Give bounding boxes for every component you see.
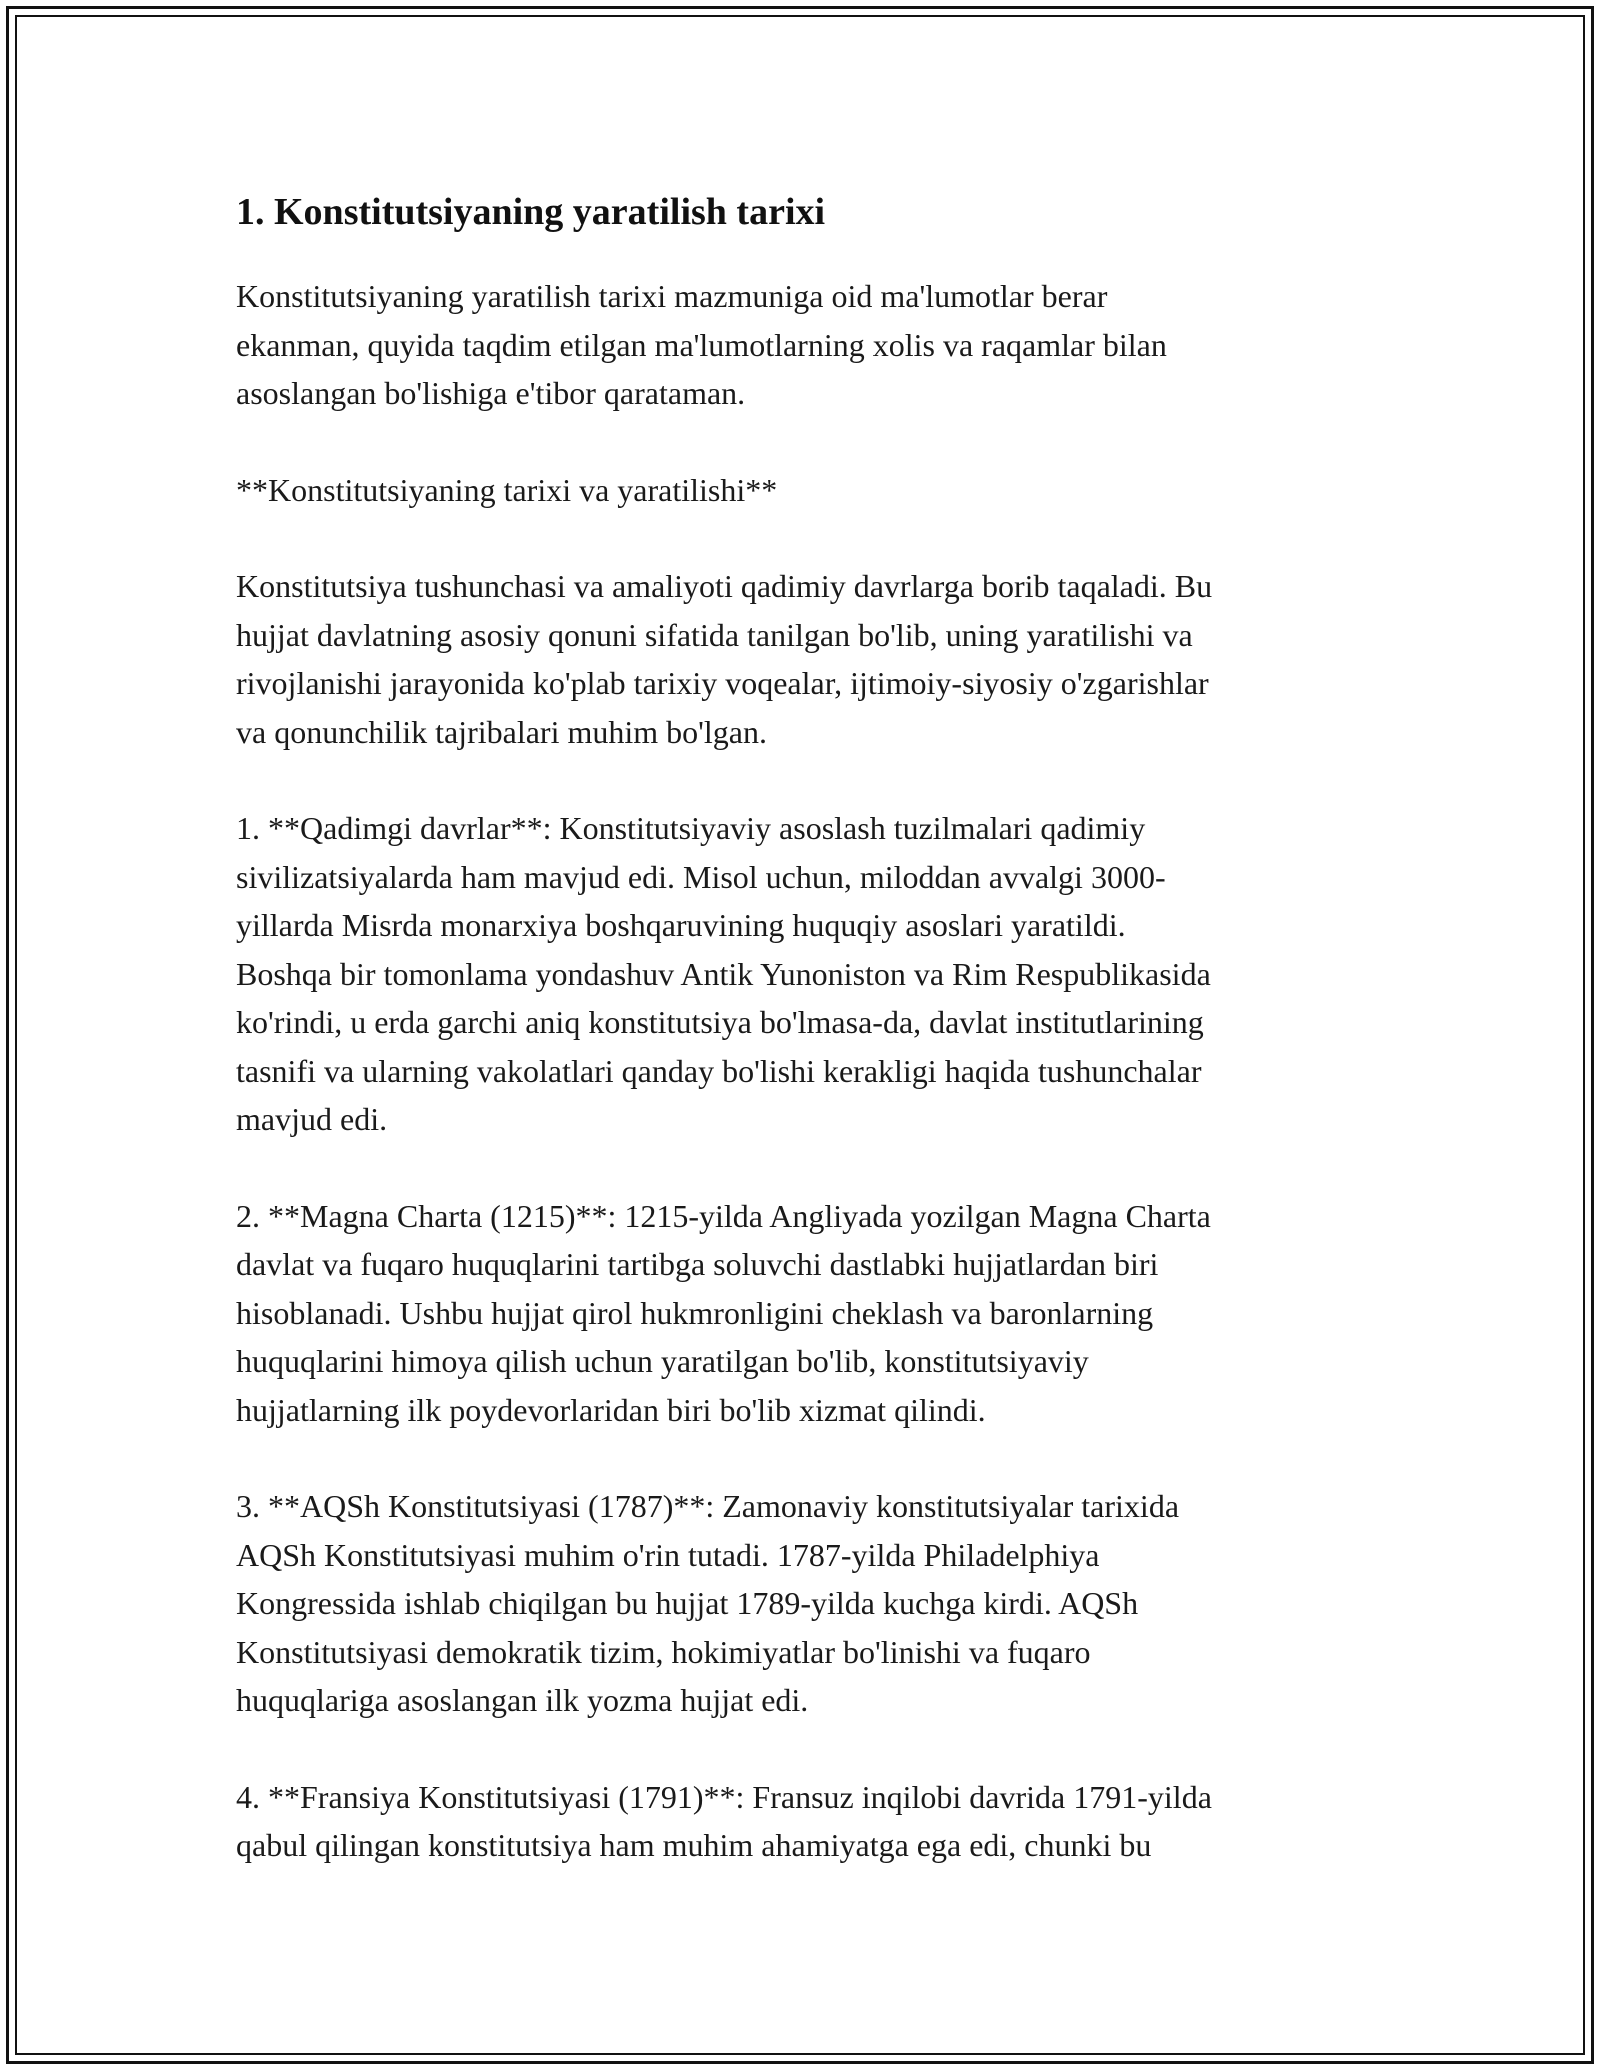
list-item-usa-constitution: 3. **AQSh Konstitutsiyasi (1787)**: Zamonaviy konstitutsiyalar tarixida AQSh Konstitutsiyasi muhim o'rin tutadi. 1787-yilda Philadelphiya Kongressida ishlab chiqilgan bu hujjat 1789-yilda kuchga kirdi. AQSh Konstitutsiyasi demokratik tizim, hokimiyatlar bo'linishi va fuqaro huquqlariga asoslangan ilk yozma hujjat edi. (236, 1488, 1180, 1718)
document-body (236, 186, 1386, 1918)
list-item-ancient-times: 1. **Qadimgi davrlar**: Konstitutsiyaviy asoslash tuzilmalari qadimiy sivilizatsiyalarda ham mavjud edi. Misol uchun, miloddan avvalgi 3000- yillarda Misrda monarxiya boshqaruvining huquqiy asoslari yaratildi. Boshqa bir tomonlama yondashuv Antik Yunoniston va Rim Respublikasida ko'rindi, u erda garchi aniq konstitutsiya bo'lmasa-da, davlat institutlarining tasnifi va ularning vakolatlari qanday bo'lishi kerakligi haqida tushunchalar mavjud edi. (236, 810, 1211, 1137)
overview-paragraph: Konstitutsiya tushunchasi va amaliyoti qadimiy davrlarga borib taqaladi. Bu hujjat davlatning asosiy qonuni sifatida tanilgan bo'lib, uning yaratilishi va rivojlanishi jarayonida ko'plab tarixiy voqealar, ijtimoiy-siyosiy o'zgarishlar va qonunchilik tajribalari muhim bo'lgan. (236, 568, 1213, 750)
intro-paragraph: Konstitutsiyaning yaratilish tarixi mazmuniga oid ma'lumotlar berar ekanman, quyida taqdim etilgan ma'lumotlarning xolis va raqamlar bilan asoslangan bo'lishiga e'tibor qarataman. (236, 278, 1167, 411)
list-item-magna-charta: 2. **Magna Charta (1215)**: 1215-yilda Angliyada yozilgan Magna Charta davlat va fuqaro huquqlarini tartibga soluvchi dastlabki hujjatlardan biri hisoblanadi. Ushbu hujjat qirol hukmronligini cheklash va baronlarning huquqlarini himoya qilish uchun yaratilgan bo'lib, konstitutsiyaviy hujjatlarning ilk poydevorlaridan biri bo'lib xizmat qilindi. (236, 1197, 1211, 1428)
list-item-france-constitution: 4. **Fransiya Konstitutsiyasi (1791)**: Fransuz inqilobi davrida 1791-yilda qabul qilingan konstitutsiya ham muhim ahamiyatga ega edi, chunki bu (236, 1778, 1212, 1863)
section-subheading: **Konstitutsiyaning tarixi va yaratilishi** (236, 471, 778, 508)
document-title: 1. Konstitutsiyaning yaratilish tarixi (236, 191, 826, 233)
